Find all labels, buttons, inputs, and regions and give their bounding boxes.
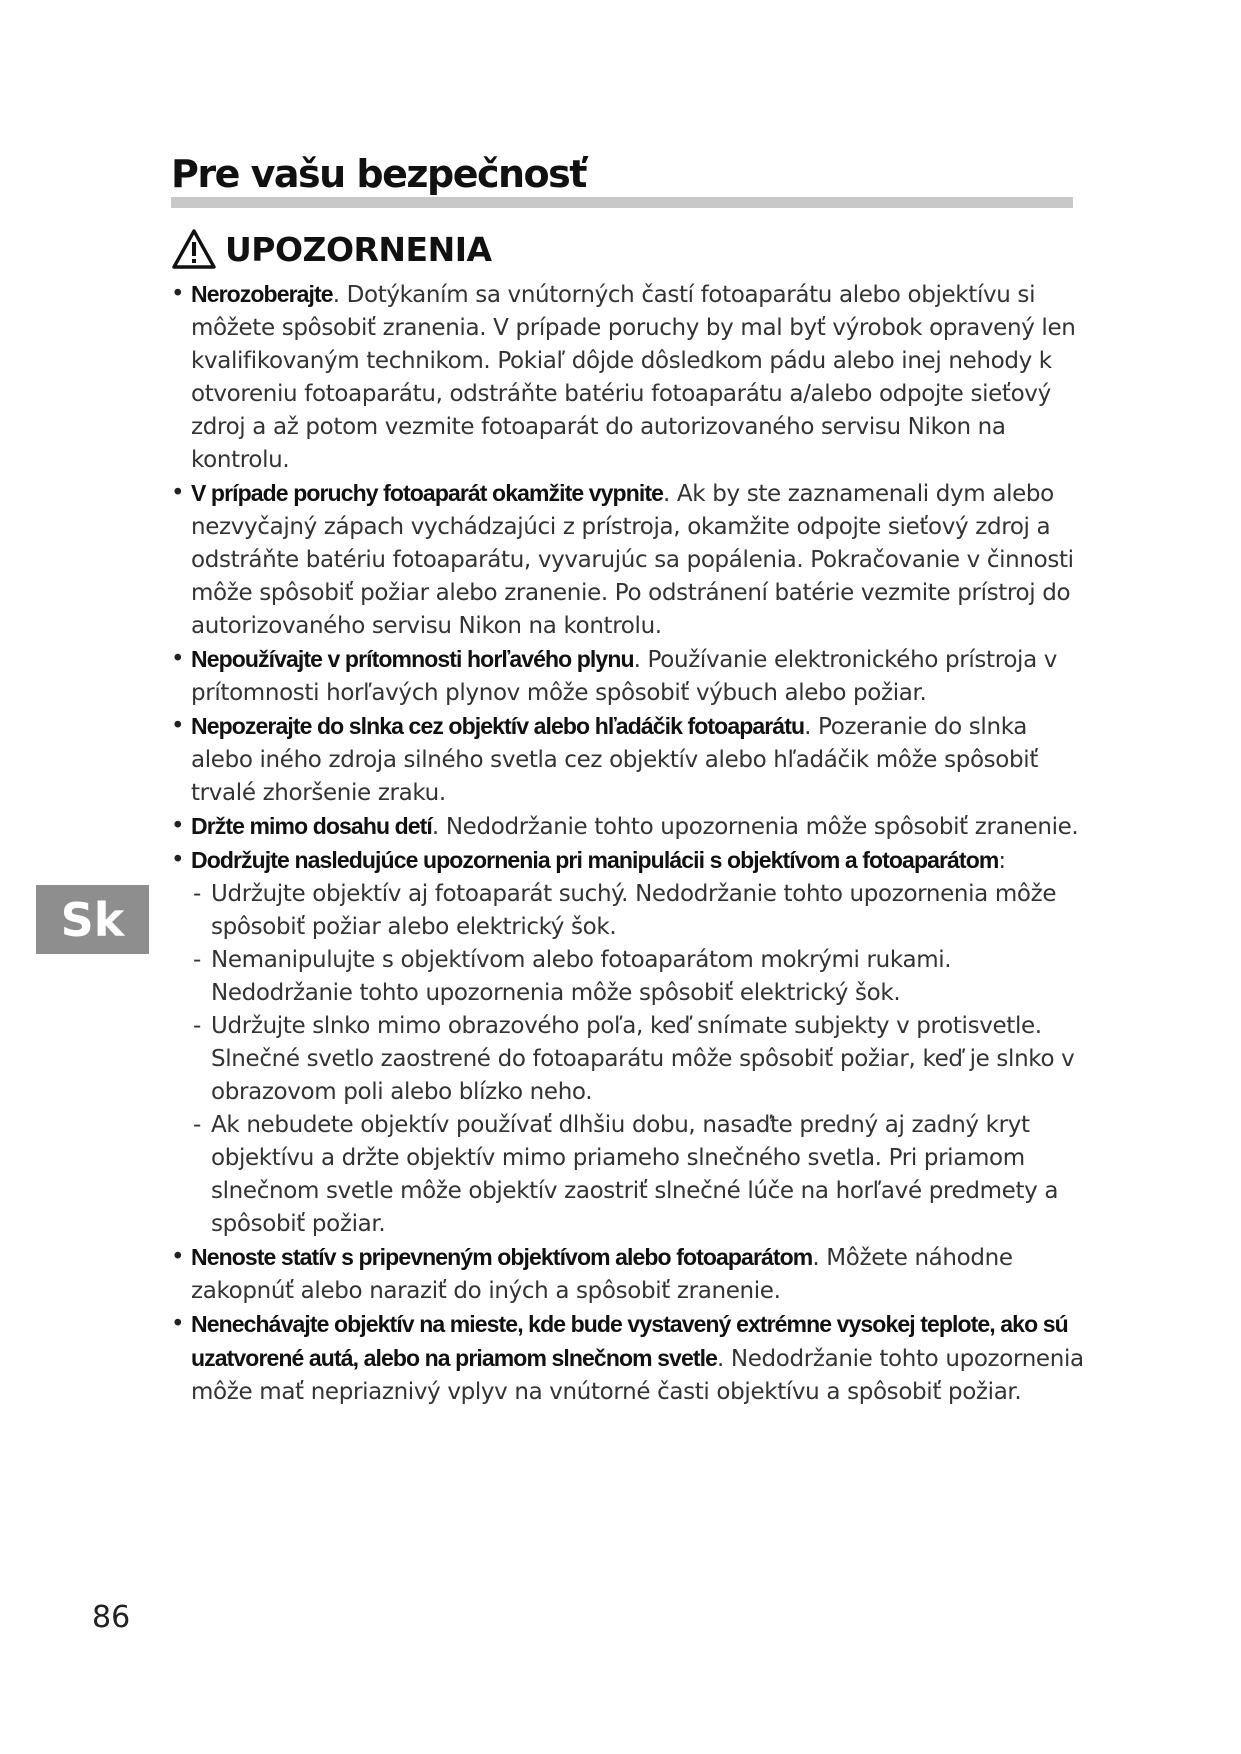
warning-list xyxy=(171,278,1086,1409)
warning-item xyxy=(171,477,1086,643)
warning-item xyxy=(171,278,1086,477)
handling-sub-item: - Udržujte objektív aj fotoaparát suchý. Nedodržanie tohto upozornenia môže spôsobiť požiar alebo elektrický šok. xyxy=(191,878,1086,944)
warning-text: . Nedodržanie tohto upozornenia môže mať nepriaznivý vplyv na vnútorné časti objektívu a spôsobiť požiar. xyxy=(191,1346,1084,1405)
warning-heading xyxy=(171,226,492,272)
warning-item xyxy=(171,1308,1086,1409)
warning-item xyxy=(171,643,1086,710)
page-title: Pre vašu bezpečnosť xyxy=(171,152,586,196)
warning-lead: Dodržujte nasledujúce upozornenia pri manipulácii s objektívom a fotoaparátom xyxy=(191,847,999,873)
warning-item xyxy=(171,810,1086,844)
warning-item xyxy=(171,844,1086,1241)
warning-item xyxy=(171,710,1086,810)
warning-lead: Držte mimo dosahu detí xyxy=(191,813,432,839)
warning-text: . Nedodržanie tohto upozornenia môže spôsobiť zranenie. xyxy=(431,814,1079,840)
warning-text: : xyxy=(998,848,1006,874)
warning-lead: Nenechávajte objektív na mieste, kde bude vystavený extrémne vysokej teplote, ako sú uzatvorené autá, alebo na priamom slnečnom svetle xyxy=(191,1311,1068,1371)
warning-text: . Môžete náhodne zakopnúť alebo naraziť do iných a spôsobiť zranenie. xyxy=(191,1245,1013,1304)
warning-text: . Ak by ste zaznamenali dym alebo nezvyčajný zápach vychádzajúci z prístroja, okamžite odpojte sieťový zdroj a odstráňte batériu fotoaparátu, vyvarujúc sa popálenia. Pokračovanie v činnosti môže spôsobiť požiar alebo zranenie. Po odstránení batérie vezmite prístroj do autorizovaného servisu Nikon na kontrolu. xyxy=(191,481,1074,639)
warning-triangle-icon xyxy=(171,228,217,270)
title-underline-bar xyxy=(171,197,1073,208)
warning-heading-label: UPOZORNENIA xyxy=(225,229,492,269)
warning-text: . Dotýkaním sa vnútorných častí fotoaparátu alebo objektívu si môžete spôsobiť zranenia. V prípade poruchy by mal byť výrobok opravený len kvalifikovaným technikom. Pokiaľ dôjde dôsledkom pádu alebo inej nehody k otvoreniu fotoaparátu, odstráňte batériu fotoaparátu a/alebo odpojte sieťový zdroj a až potom vezmite fotoaparát do autorizovaného servisu Nikon na kontrolu. xyxy=(191,282,1076,473)
page-number: 86 xyxy=(92,1600,131,1635)
language-tab: Sk xyxy=(36,885,149,954)
handling-sub-item: - Udržujte slnko mimo obrazového poľa, keď snímate subjekty v protisvetle. Slnečné svetlo zaostrené do fotoaparátu môže spôsobiť požiar, keď je slnko v obrazovom poli alebo blízko neho. xyxy=(191,1010,1086,1109)
warning-lead: Nenoste statív s pripevneným objektívom alebo fotoaparátom xyxy=(191,1244,813,1270)
handling-sub-item: - Nemanipulujte s objektívom alebo fotoaparátom mokrými rukami. Nedodržanie tohto upozornenia môže spôsobiť elektrický šok. xyxy=(191,944,1086,1010)
warning-lead: Nepozerajte do slnka cez objektív alebo hľadáčik fotoaparátu xyxy=(191,713,805,739)
handling-sub-item: - Ak nebudete objektív používať dlhšiu dobu, nasaďte predný aj zadný kryt objektívu a držte objektív mimo priameho slnečného svetla. Pri priamom slnečnom svetle môže objektív zaostriť slnečné lúče na horľavé predmety a spôsobiť požiar. xyxy=(191,1109,1086,1241)
warning-item xyxy=(171,1241,1086,1308)
warning-lead: Nepoužívajte v prítomnosti horľavého plynu xyxy=(191,646,634,672)
warning-text: . Používanie elektronického prístroja v prítomnosti horľavých plynov môže spôsobiť výbuch alebo požiar. xyxy=(191,647,1058,706)
handling-sub-list xyxy=(191,878,1086,1241)
warning-text: . Pozeranie do slnka alebo iného zdroja silného svetla cez objektív alebo hľadáčik môže spôsobiť trvalé zhoršenie zraku. xyxy=(191,714,1038,806)
warning-lead: Nerozoberajte xyxy=(191,281,333,307)
warning-lead: V prípade poruchy fotoaparát okamžite vypnite xyxy=(191,480,663,506)
